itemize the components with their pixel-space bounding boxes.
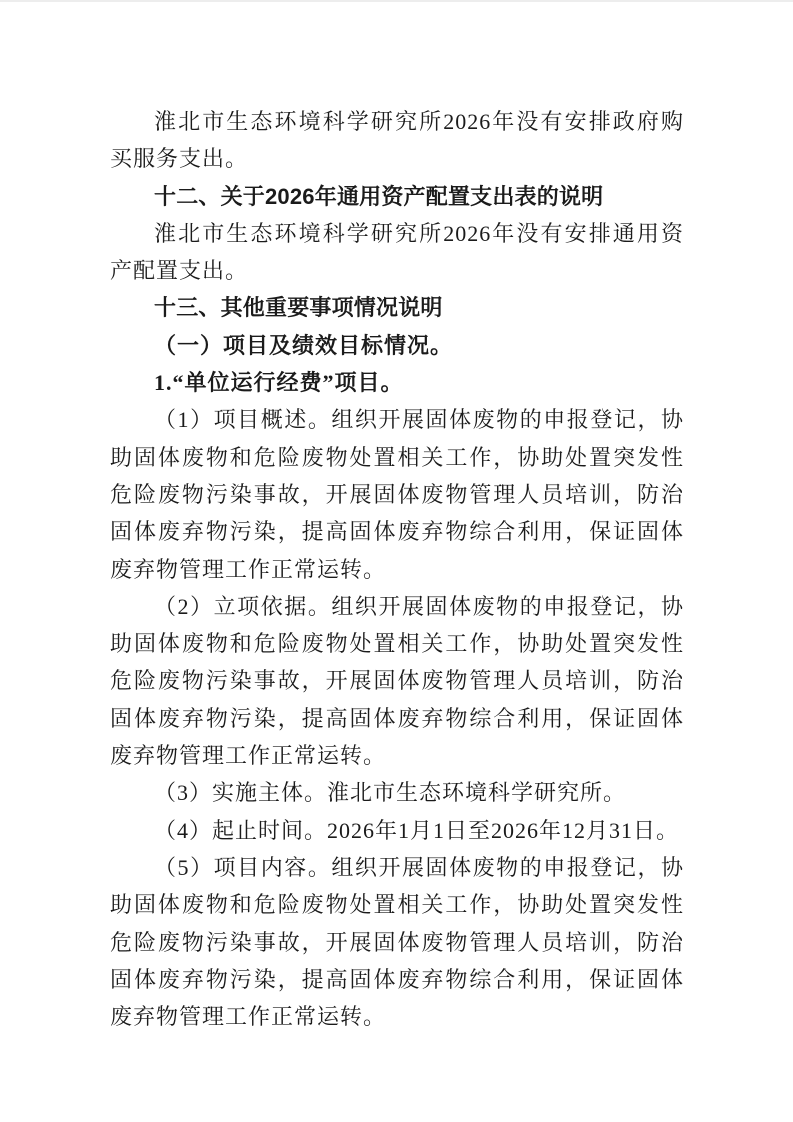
paragraph-no-gov-purchase-spending: 淮北市生态环境科学研究所2026年没有安排政府购买服务支出。 xyxy=(110,109,684,172)
paragraph-item-3-implementing-entity: （3）实施主体。淮北市生态环境科学研究所。 xyxy=(154,780,627,806)
paragraph-item-4-start-end-time: （4）起止时间。2026年1月1日至2026年12月31日。 xyxy=(154,817,680,843)
document-body xyxy=(110,103,684,1035)
paragraph-item-1-project-overview: （1）项目概述。组织开展固体废物的申报登记，协助固体废物和危险废物处置相关工作，协助处置突发性危险废物污染事故，开展固体废物管理人员培训，防治固体废弃物污染，提高固体废弃物综合利用，保证固体废弃物管理工作正常运转。 xyxy=(110,407,684,582)
paragraph-item-5-project-content: （5）项目内容。组织开展固体废物的申报登记，协助固体废物和危险废物处置相关工作，协助处置突发性危险废物污染事故，开展固体废物管理人员培训，防治固体废弃物污染，提高固体废弃物综合利用，保证固体废弃物管理工作正常运转。 xyxy=(110,854,684,1030)
section-heading-13-other-important-matters: 十三、其他重要事项情况说明 xyxy=(154,295,443,321)
paragraph-item-2-project-basis: （2）立项依据。组织开展固体废物的申报登记，协助固体废物和危险废物处置相关工作，协助处置突发性危险废物污染事故，开展固体废物管理人员培训，防治固体废弃物污染，提高固体废弃物综合利用，保证固体废弃物管理工作正常运转。 xyxy=(110,593,684,769)
section-heading-12-general-asset-config: 十二、关于2026年通用资产配置支出表的说明 xyxy=(154,183,604,209)
subheading-unit-operating-funds-project: 1.“单位运行经费”项目。 xyxy=(154,370,404,396)
paragraph-no-asset-config-spending: 淮北市生态环境科学研究所2026年没有安排通用资产配置支出。 xyxy=(110,220,684,284)
subheading-project-performance-targets: （一）项目及绩效目标情况。 xyxy=(154,332,454,358)
